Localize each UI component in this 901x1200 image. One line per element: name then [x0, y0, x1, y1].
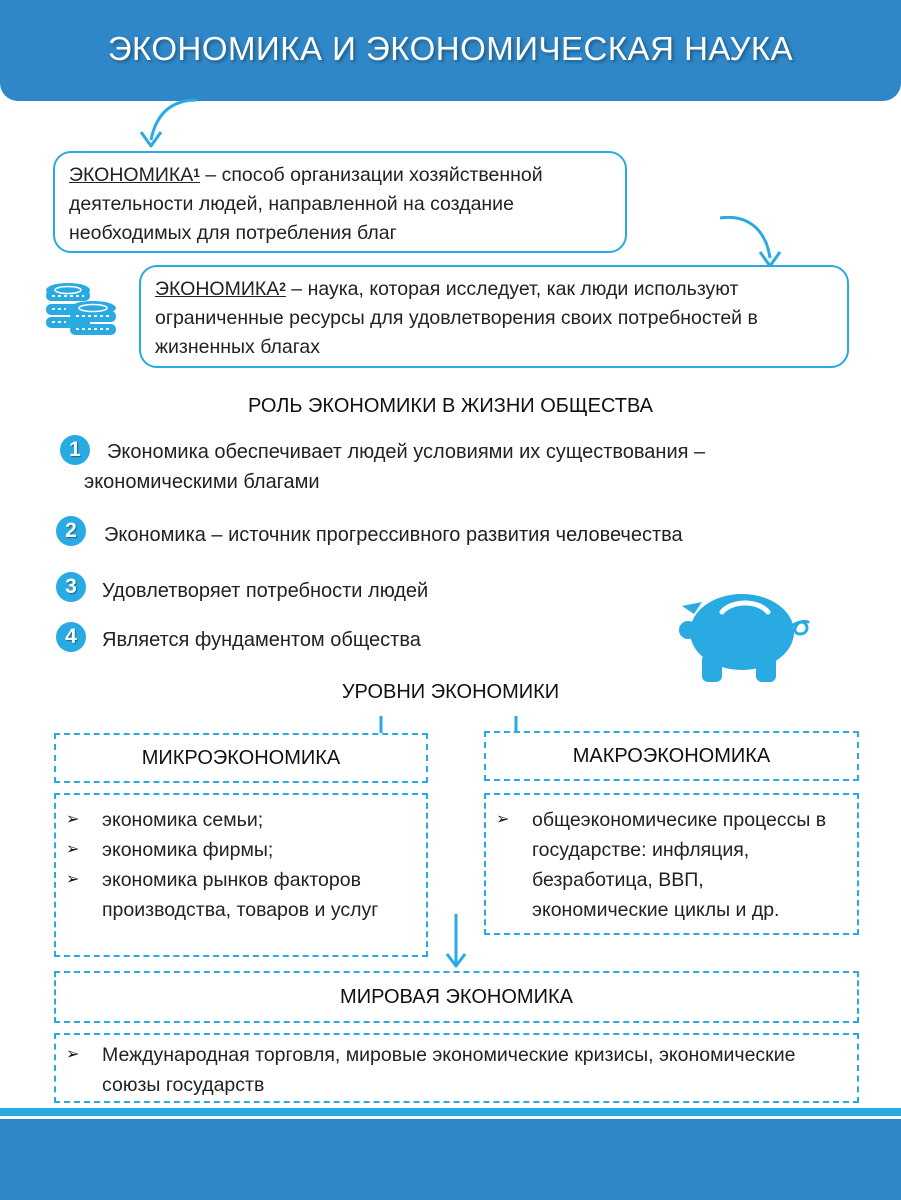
header-banner: [0, 0, 901, 101]
levels-heading: УРОВНИ ЭКОНОМИКИ: [341, 681, 560, 703]
definition-text: – способ организации хозяйственной деятельности людей, направленной на создание необходимых для потребления благ: [69, 164, 543, 244]
role-item-text: Является фундаментом общества: [102, 629, 421, 651]
role-item-text: Экономика обеспечивает людей условиями их существования –: [107, 441, 706, 463]
microeconomics-title: МИКРОЭКОНОМИКА: [141, 747, 341, 769]
world-economy-items-box: [54, 1033, 859, 1103]
arrow-bullet-icon: ➢: [496, 811, 510, 828]
list-item: ➢ общеэкономичесике процессы в государстве: инфляция, безработица, ВВП, экономические циклы и др.: [486, 805, 857, 925]
coins-icon: [42, 278, 122, 348]
role-item-text: Удовлетворяет потребности людей: [102, 580, 429, 602]
world-economy-title-box: [54, 971, 859, 1023]
arrow-bullet-icon: ➢: [66, 841, 80, 858]
definition-text: – наука, которая исследует, как люди используют ограниченные ресурсы для удовлетворения своих потребностей в жизненных благах: [155, 278, 758, 358]
definition-term: ЭКОНОМИКА$^2$: [155, 278, 286, 300]
list-item: ➢ Международная торговля, мировые экономические кризисы, экономические союзы государств: [56, 1040, 857, 1100]
piggy-bank-icon: [680, 578, 825, 686]
curved-arrow-icon: [135, 98, 215, 158]
role-heading: РОЛЬ ЭКОНОМИКИ В ЖИЗНИ ОБЩЕСТВА: [248, 395, 653, 417]
list-item: ➢ экономика фирмы;: [56, 835, 426, 865]
microeconomics-list: [56, 805, 426, 925]
page-title: ЭКОНОМИКА И ЭКОНОМИЧЕСКАЯ НАУКА: [107, 30, 794, 67]
arrow-bullet-icon: ➢: [66, 1046, 80, 1063]
number-badge: 4: [56, 622, 86, 652]
footer-accent-line: [0, 1108, 901, 1116]
macroeconomics-items-box: [484, 793, 859, 935]
world-economy-title: МИРОВАЯ ЭКОНОМИКА: [340, 986, 573, 1008]
definition-term: ЭКОНОМИКА$^1$: [69, 164, 200, 186]
footer-banner: [0, 1119, 901, 1200]
list-item: ➢ экономика семьи;: [56, 805, 426, 835]
macroeconomics-title: МАКРОЭКОНОМИКА: [572, 745, 771, 767]
arrow-bullet-icon: ➢: [66, 871, 80, 888]
world-economy-list: [56, 1040, 857, 1100]
down-arrow-icon: [445, 914, 467, 970]
role-item-text-cont: экономическими благами: [84, 471, 320, 493]
microeconomics-items-box: [54, 793, 428, 957]
arrow-bullet-icon: ➢: [66, 811, 80, 828]
macroeconomics-list: [486, 805, 857, 925]
curved-arrow-icon: [718, 212, 788, 272]
microeconomics-title-box: [54, 733, 428, 783]
number-badge: 2: [56, 516, 86, 546]
macroeconomics-title-box: [484, 731, 859, 781]
definition-economy-2: [139, 265, 849, 368]
role-item-text: Экономика – источник прогрессивного развития человечества: [104, 524, 683, 546]
number-badge: 3: [56, 572, 86, 602]
number-badge: 1: [60, 435, 90, 465]
definition-economy-1: [53, 151, 627, 253]
list-item: ➢ экономика рынков факторов производства, товаров и услуг: [56, 865, 426, 925]
